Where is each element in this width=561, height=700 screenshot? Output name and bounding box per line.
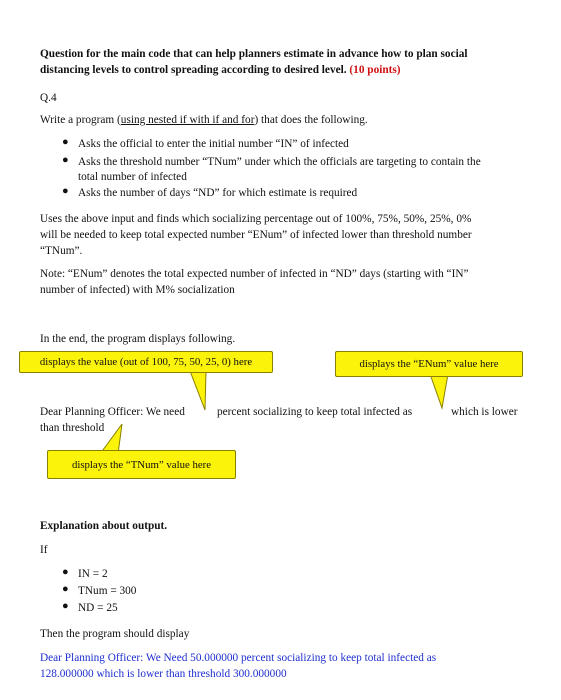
template-part1: Dear Planning Officer: We need xyxy=(40,406,185,418)
note-line1: Note: “ENum” denotes the total expected number of infected in “ND” days (starting with “IN” xyxy=(40,268,469,280)
note-line2: number of infected) with M% socialization xyxy=(40,284,235,296)
enum-callout-tail xyxy=(430,374,448,408)
value-callout-tail xyxy=(190,371,206,410)
output-line1: Dear Planning Officer: We Need 50.000000 percent socializing to keep total infected as xyxy=(40,652,437,664)
points-label: (10 points) xyxy=(349,64,401,76)
uses-line3: “TNum”. xyxy=(40,245,83,257)
end-text: In the end, the program displays following. xyxy=(40,333,236,345)
enum-callout: displays the “ENum” value here xyxy=(335,351,523,377)
bullet-dot: ● xyxy=(62,136,69,148)
uses-line1: Uses the above input and finds which socializing percentage out of 100%, 75%, 50%, 25%, 0% xyxy=(40,213,472,225)
value-callout: displays the value (out of 100, 75, 50, 25, 0) here xyxy=(19,351,273,373)
tnum-callout: displays the “TNum” value here xyxy=(47,450,236,479)
heading-text: distancing levels to control spreading according to desired level. xyxy=(40,64,347,76)
intro-underlined: using nested if with if and for xyxy=(120,114,255,126)
if-label: If xyxy=(40,544,48,556)
example-item-in: IN = 2 xyxy=(78,568,108,580)
intro-suffix: ) that does the following. xyxy=(254,114,368,126)
intro-prefix: Write a program ( xyxy=(40,114,121,126)
bullet-dot: ● xyxy=(62,600,69,612)
example-item-tnum: TNum = 300 xyxy=(78,585,137,597)
template-line2: than threshold xyxy=(40,422,105,434)
template-part3: which is lower xyxy=(451,406,518,418)
bullet-item-2-cont: total number of infected xyxy=(78,171,187,183)
explanation-heading: Explanation about output. xyxy=(40,520,168,532)
then-text: Then the program should display xyxy=(40,628,190,640)
uses-line2: will be needed to keep total expected number “ENum” of infected lower than threshold number xyxy=(40,229,472,241)
question-number: Q.4 xyxy=(40,92,57,104)
bullet-dot: ● xyxy=(62,154,69,166)
bullet-dot: ● xyxy=(62,185,69,197)
bullet-item-3: Asks the number of days “ND” for which estimate is required xyxy=(78,187,358,199)
output-line2: 128.000000 which is lower than threshold 300.000000 xyxy=(40,668,287,680)
bullet-item-2: Asks the threshold number “TNum” under which the officials are targeting to contain the xyxy=(78,156,481,168)
example-item-nd: ND = 25 xyxy=(78,602,118,614)
template-part2: percent socializing to keep total infected as xyxy=(217,406,413,418)
question-heading-line1: Question for the main code that can help planners estimate in advance how to plan social xyxy=(40,48,468,60)
bullet-dot: ● xyxy=(62,566,69,578)
bullet-item-1: Asks the official to enter the initial number “IN” of infected xyxy=(78,138,349,150)
bullet-dot: ● xyxy=(62,583,69,595)
